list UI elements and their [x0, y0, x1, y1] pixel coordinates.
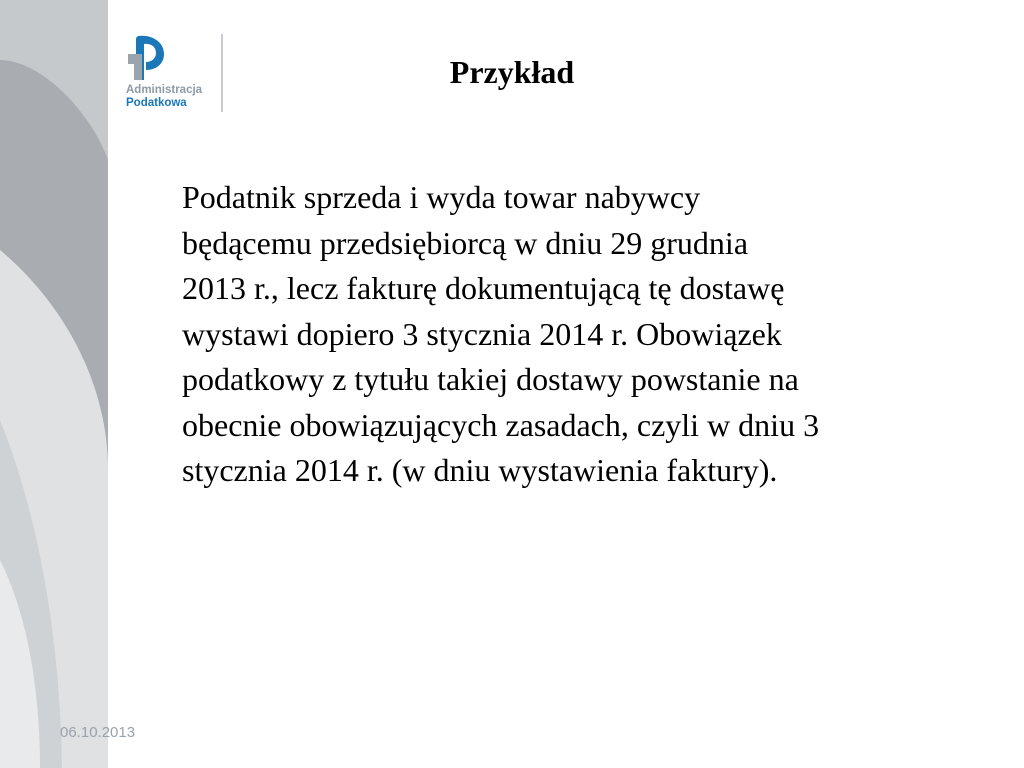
body-line: obecnie obowiązujących zasadach, czyli w dniu 3: [182, 406, 820, 443]
body-line: Podatnik sprzeda i wyda towar nabywcy: [182, 179, 701, 215]
logo-line-podatkowa: Podatkowa: [126, 97, 187, 109]
logo-mark-icon: [124, 34, 168, 82]
logo-line-administracja: Administracja: [126, 84, 203, 96]
body-line: podatkowy z tytułu takiej dostawy powstanie na: [182, 361, 799, 397]
body-line: będącemu przedsiębiorcą w dniu 29 grudnia: [182, 224, 749, 261]
body-line: wystawi dopiero 3 stycznia 2014 r. Obowiązek: [182, 315, 782, 352]
body-line: stycznia 2014 r. (w dniu wystawienia faktury).: [182, 452, 778, 488]
slide-title: Przykład: [449, 54, 575, 90]
slide-date: 06.10.2013: [60, 724, 136, 741]
body-line: 2013 r., lecz fakturę dokumentującą tę dostawę: [182, 270, 785, 306]
logo-divider: [221, 34, 223, 112]
body-text: [182, 175, 982, 494]
logo-text: [126, 84, 202, 110]
logo: [118, 30, 228, 116]
